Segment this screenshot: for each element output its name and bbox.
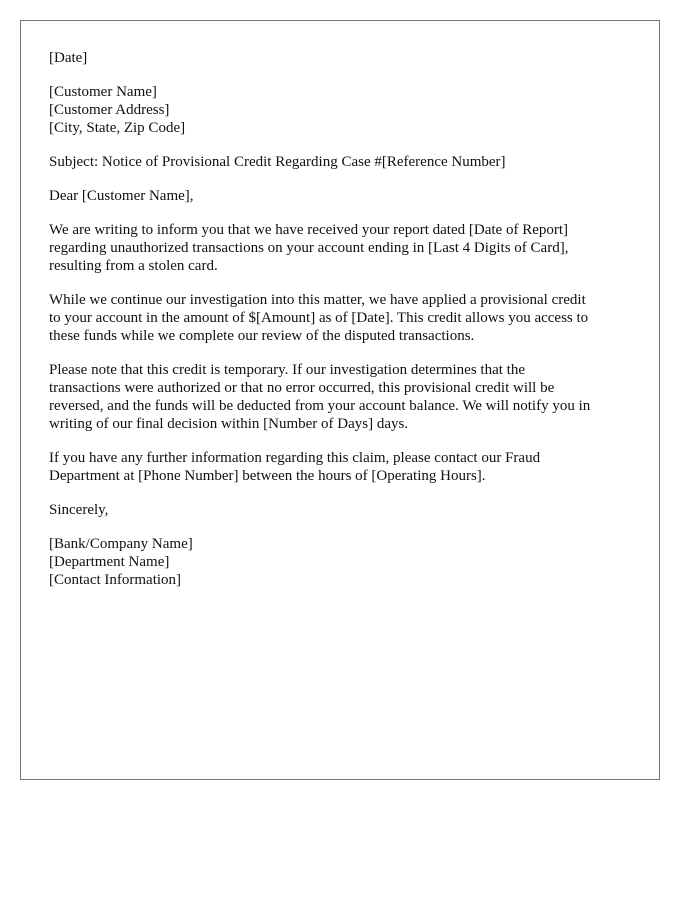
- body-paragraph-4: [49, 449, 639, 485]
- recipient-address: [Customer Address]: [49, 102, 170, 118]
- signature-contact: [Contact Information]: [49, 572, 182, 588]
- body-paragraph-2: [49, 291, 639, 345]
- subject-line: [49, 153, 639, 171]
- paragraph-line: Please note that this credit is temporary. If our investigation determines that the: [49, 362, 525, 378]
- recipient-city-state-zip: [City, State, Zip Code]: [49, 120, 186, 136]
- salutation-text: Dear [Customer Name],: [49, 188, 194, 204]
- paragraph-line: regarding unauthorized transactions on your account ending in [Last 4 Digits of Card],: [49, 240, 569, 256]
- signature-block: [49, 535, 639, 589]
- letter-date-block: [49, 49, 639, 67]
- subject-text: Subject: Notice of Provisional Credit Regarding Case #[Reference Number]: [49, 154, 506, 170]
- body-paragraph-1: [49, 221, 639, 275]
- recipient-address-block: [49, 83, 639, 137]
- paragraph-line: If you have any further information regarding this claim, please contact our Fraud: [49, 450, 541, 466]
- paragraph-line: resulting from a stolen card.: [49, 258, 218, 274]
- salutation: [49, 187, 639, 205]
- letter-date: [Date]: [49, 50, 88, 66]
- paragraph-line: to your account in the amount of $[Amount] as of [Date]. This credit allows you access to: [49, 310, 589, 326]
- letter-content: [49, 49, 639, 605]
- paragraph-line: We are writing to inform you that we have received your report dated [Date of Report]: [49, 222, 569, 238]
- signature-department: [Department Name]: [49, 554, 170, 570]
- paragraph-line: Department at [Phone Number] between the hours of [Operating Hours].: [49, 468, 486, 484]
- body-paragraph-3: [49, 361, 639, 433]
- closing: [49, 501, 639, 519]
- paragraph-line: While we continue our investigation into this matter, we have applied a provisional credit: [49, 292, 586, 308]
- paragraph-line: these funds while we complete our review of the disputed transactions.: [49, 328, 475, 344]
- paragraph-line: transactions were authorized or that no error occurred, this provisional credit will be: [49, 380, 555, 396]
- paragraph-line: writing of our final decision within [Number of Days] days.: [49, 416, 409, 432]
- closing-text: Sincerely,: [49, 502, 109, 518]
- paragraph-line: reversed, and the funds will be deducted from your account balance. We will notify you in: [49, 398, 591, 414]
- signature-company: [Bank/Company Name]: [49, 536, 193, 552]
- letter-page: [20, 20, 660, 780]
- recipient-name: [Customer Name]: [49, 84, 157, 100]
